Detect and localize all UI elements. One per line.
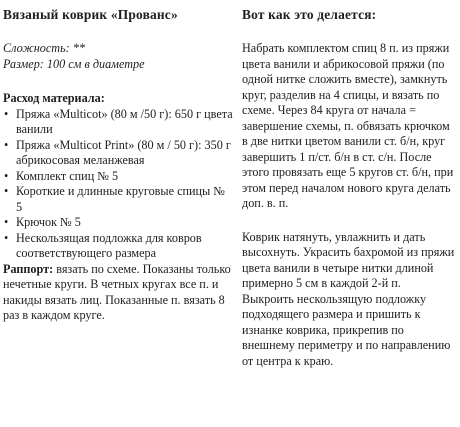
size-label: Размер: xyxy=(3,56,44,71)
right-column xyxy=(242,0,458,369)
materials-list xyxy=(3,107,233,262)
instructions-paragraph: Набрать комплектом спиц 8 п. из пряжи цвета ванили и абрикосовой пряжи (по одной нитке сложить вместе), замкнуть круг, разделив на 4 спицы, и вязать по схеме. Через 84 круга от начала = завершение схемы, п. обвязать крючком в две нитки цветом ванили ст. б/н, круг завершить 1 п/ст. б/н в ст. с/н. После этого провязать еще 5 кругов ст. б/н, при этом перед началом нового круга делать доп. в. п. xyxy=(242,41,454,210)
instructions-heading: Вот как это делается: xyxy=(242,7,377,22)
rapport-text: вязать по схеме. Показаны только нечетные круги. В четных кругах все п. и накиды вязать лиц. Показанные п. вязать 8 раз в каждом круге. xyxy=(3,261,231,322)
material-text: Пряжа «Multicot Print» (80 м / 50 г): 350 г абрикосовая меланжевая xyxy=(16,137,231,167)
material-text: Крючок № 5 xyxy=(16,215,81,229)
list-item xyxy=(3,138,233,169)
bullet-icon: • xyxy=(4,184,9,198)
list-item xyxy=(3,169,233,185)
difficulty-line xyxy=(3,41,233,57)
rapport-label: Раппорт: xyxy=(3,261,54,276)
instructions-paragraph: Выкроить нескользящую подложку подходящего размера и пришить к изнанке коврика, прикрепив по внешнему периметру и по направлению от центра к краю. xyxy=(242,291,451,368)
bullet-icon: • xyxy=(4,215,9,229)
list-item xyxy=(3,231,233,262)
list-item xyxy=(3,215,233,231)
bullet-icon: • xyxy=(4,106,9,121)
left-column xyxy=(3,0,233,324)
material-text: Комплект спиц № 5 xyxy=(16,168,119,183)
size-line xyxy=(3,57,233,73)
material-text: Пряжа «Multicot» (80 м /50 г): 650 г цвета ванили xyxy=(16,106,233,136)
bullet-icon: • xyxy=(4,137,9,152)
article-title: Вязаный коврик «Прованс» xyxy=(3,7,178,22)
materials-heading: Расход материала: xyxy=(3,91,105,105)
list-item xyxy=(3,184,233,215)
difficulty-label: Сложность: xyxy=(3,41,70,55)
size-value: 100 см в диаметре xyxy=(46,56,145,71)
list-item xyxy=(3,107,233,138)
difficulty-value: ** xyxy=(72,41,85,55)
material-text: Короткие и длинные круговые спицы № 5 xyxy=(16,184,225,214)
bullet-icon: • xyxy=(4,168,9,183)
bullet-icon: • xyxy=(4,230,9,245)
instructions-paragraph: Коврик натянуть, увлажнить и дать высохнуть. Украсить бахромой из пряжи цвета ванили в четыре нитки длиной примерно 5 см в каждой 2-й п. xyxy=(242,229,455,290)
rapport-paragraph xyxy=(3,262,233,324)
material-text: Нескользящая подложка для ковров соответствующего размера xyxy=(16,230,202,260)
